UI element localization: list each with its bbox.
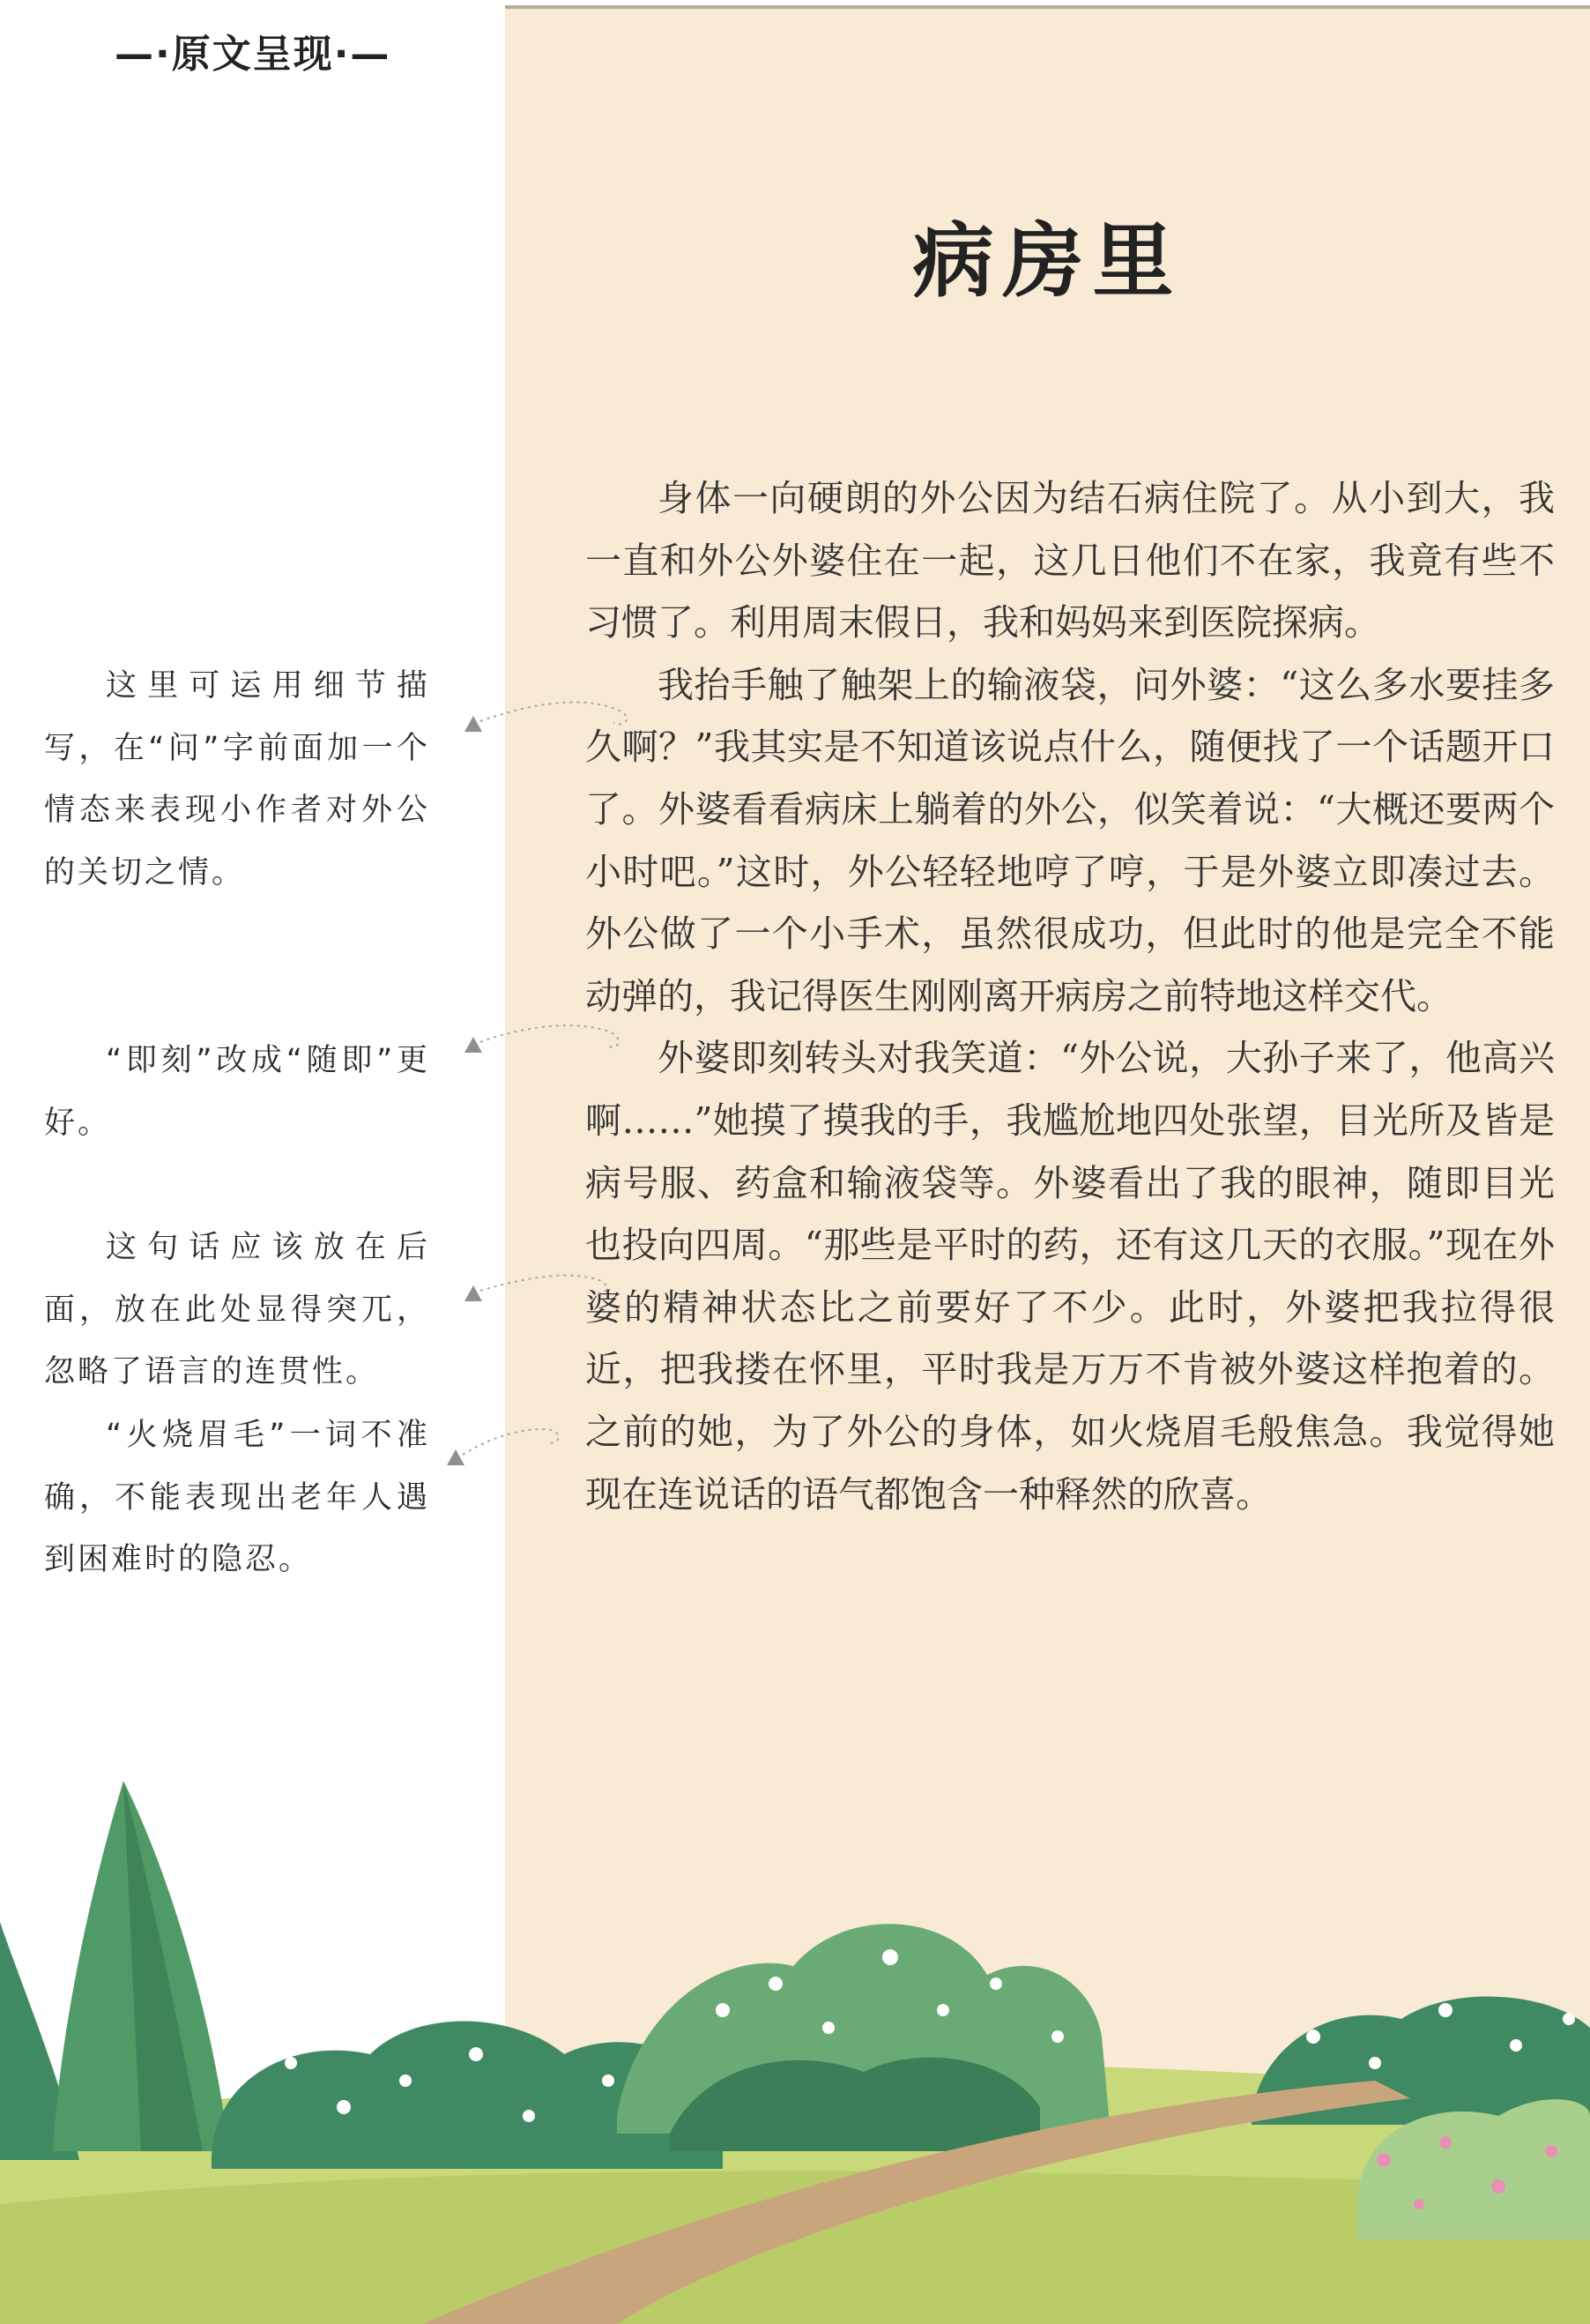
article-paragraph-2: 我抬手触了触架上的输液袋，问外婆：“这么多水要挂多久啊？”我其实是不知道该说点什么，随便找了一个话题开口了。外婆看看病床上躺着的外公，似笑着说：“大概还要两个小时吧。”这时，外公轻轻地哼了哼，于是外婆立即凑过去。外公做了一个小手术，虽然很成功，但此时的他是完全不能动弹的，我记得医生刚刚离开病房之前特地这样交代。 — [585, 663, 1555, 1017]
leader-arrow-2 — [464, 1037, 482, 1053]
leader-line-3 — [480, 1276, 606, 1293]
annotation-2-text: “即刻”改成“随即”更好。 — [44, 1043, 430, 1141]
annotation-4-text: “火烧眉毛”一词不准确，不能表现出老年人遇到困难时的隐忍。 — [44, 1418, 430, 1578]
section-header: —·原文呈现·— — [115, 32, 391, 77]
meadow-illustration — [0, 1746, 1590, 2324]
leader-arrow-1 — [464, 716, 482, 732]
leader-arrow-4 — [447, 1449, 464, 1465]
article-paragraph-3: 外婆即刻转头对我笑道：“外公说，大孙子来了，他高兴啊……”她摸了摸我的手，我尴尬地四处张望，目光所及皆是病号服、药盒和输液袋等。外婆看出了我的眼神，随即目光也投向四周。“那些是平时的药，还有这几天的衣服。”现在外婆的精神状态比之前要好了不少。此时，外婆把我拉得很近，把我搂在怀里，平时我是万万不肯被外婆这样抱着的。之前的她，为了外公的身体，如火烧眉毛般焦急。我觉得她现在连说话的语气都饱含一种释然的欣喜。 — [585, 1037, 1555, 1516]
annotation-1-text: 这里可运用细节描写，在“问”字前面加一个情态来表现小作者对外公的关切之情。 — [44, 668, 430, 890]
article-paragraph-1: 身体一向硬朗的外公因为结石病住院了。从小到大，我一直和外公外婆住在一起，这几日他们不在家，我竟有些不习惯了。利用周末假日，我和妈妈来到医院探病。 — [585, 477, 1555, 644]
leader-line-1 — [480, 702, 627, 724]
leader-line-4 — [463, 1429, 559, 1455]
annotation-3-text: 这句话应该放在后面，放在此处显得突兀，忽略了语言的连贯性。 — [44, 1230, 430, 1390]
article-title: 病房里 — [912, 213, 1183, 309]
leader-arrow-3 — [464, 1285, 482, 1301]
leader-line-2 — [480, 1025, 619, 1047]
